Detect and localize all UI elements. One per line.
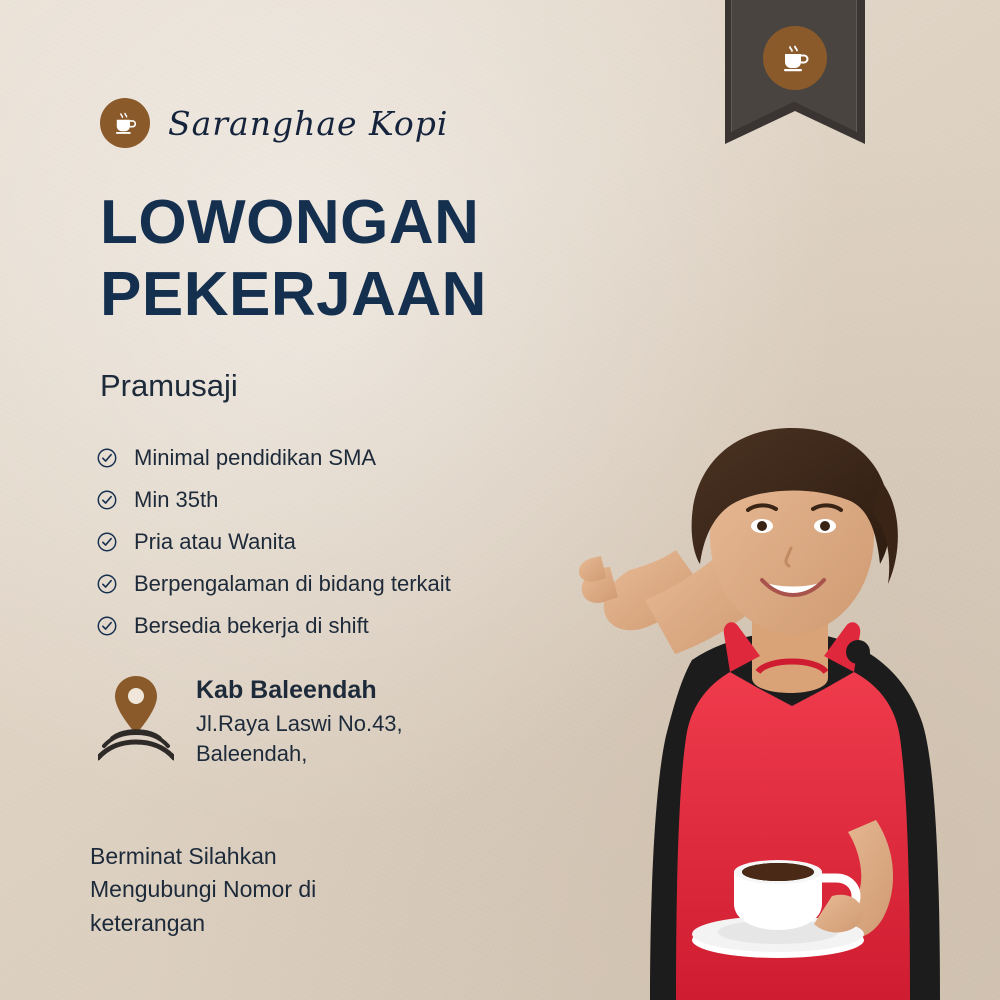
requirement-text: Minimal pendidikan SMA <box>134 445 377 470</box>
page-title <box>100 188 487 329</box>
coffee-cup-icon <box>763 26 827 90</box>
contact-note-line-3: keterangan <box>90 909 206 936</box>
coffee-cup-icon <box>100 98 150 148</box>
brand-name: Saranghae Kopi <box>168 103 449 143</box>
check-circle-icon <box>96 531 118 553</box>
brand-lockup <box>100 98 448 148</box>
check-circle-icon <box>96 489 118 511</box>
contact-note <box>90 840 520 940</box>
requirement-text: Min 35th <box>134 487 219 512</box>
requirement-text: Berpengalaman di bidang terkait <box>134 571 451 596</box>
location-block <box>98 672 403 768</box>
contact-note-line-1: Berminat Silahkan <box>90 843 277 869</box>
headline-line-1: LOWONGAN <box>100 188 480 257</box>
headline-line-2: PEKERJAAN <box>100 260 487 329</box>
map-pin-icon <box>98 672 174 762</box>
contact-note-line-2: Mengubungi Nomor di <box>90 876 317 903</box>
check-circle-icon <box>96 615 118 637</box>
location-title: Kab Baleendah <box>196 676 377 704</box>
location-address-line-1: Jl.Raya Laswi No.43, <box>196 711 403 736</box>
requirement-text: Bersedia bekerja di shift <box>134 613 369 638</box>
check-circle-icon <box>96 573 118 595</box>
check-circle-icon <box>96 447 118 469</box>
job-role-title: Pramusaji <box>100 368 238 403</box>
waitress-photo <box>480 300 1000 1000</box>
requirement-text: Pria atau Wanita <box>134 529 296 554</box>
location-address-line-2: Baleendah, <box>196 740 308 766</box>
